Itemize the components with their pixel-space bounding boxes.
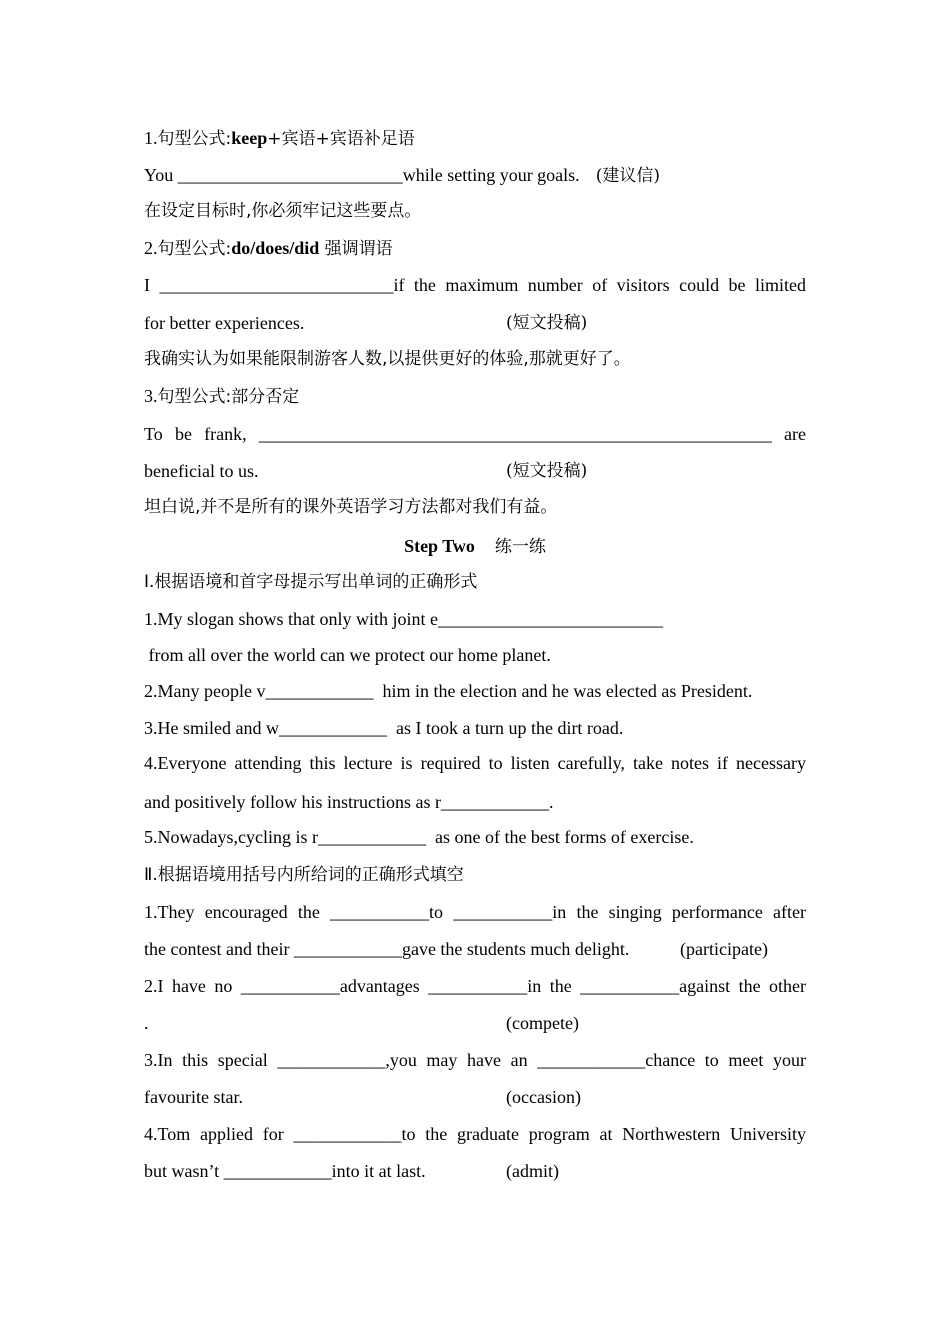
item1-sentence bbox=[144, 163, 806, 188]
section1-item: 4.Everyone attending this lecture is required to listen carefully, take notes if necessary bbox=[144, 753, 806, 773]
item3-source: (短文投稿) bbox=[506, 461, 588, 481]
item2-line2 bbox=[144, 311, 806, 335]
section1-item: 3.He smiled and w____________ as I took a turn up the dirt road. bbox=[144, 718, 624, 738]
item3-translation: 坦白说,并不是所有的课外英语学习方法都对我们有益。 bbox=[144, 497, 558, 517]
section2-q3-line2-text: favourite star. bbox=[144, 1087, 243, 1107]
item2-line2-text: for better experiences. bbox=[144, 313, 305, 333]
item2-heading bbox=[144, 236, 806, 261]
section1-item: from all over the world can we protect our home planet. bbox=[144, 645, 551, 665]
item3-heading-label: 句型公式:部分否定 bbox=[157, 387, 300, 407]
section1-heading: Ⅰ.根据语境和首字母提示写出单词的正确形式 bbox=[144, 572, 478, 592]
section2-q4-line1: 4.Tom applied for ____________to the graduate program at Northwestern University bbox=[144, 1124, 806, 1144]
step-two-title-cn: 练一练 bbox=[494, 537, 546, 557]
item1-blank[interactable]: _________________________ bbox=[177, 165, 403, 185]
step-two-title-en: Step Two bbox=[404, 536, 475, 556]
section2-q1-line2 bbox=[144, 937, 806, 961]
item3-heading bbox=[144, 384, 806, 409]
section1-item: 5.Nowadays,cycling is r____________ as one of the best forms of exercise. bbox=[144, 827, 694, 847]
item3-number: 3. bbox=[144, 386, 158, 406]
section2-q2-line1: 2.I have no ___________advantages ___________in the ___________against the other bbox=[144, 976, 806, 996]
item1-heading-label: 句型公式: bbox=[157, 129, 232, 149]
item2-heading-label: 句型公式: bbox=[157, 239, 232, 259]
item1-source: (建议信) bbox=[595, 166, 660, 186]
item2-translation: 我确实认为如果能限制游客人数,以提供更好的体验,那就更好了。 bbox=[144, 349, 631, 369]
item1-sentence-start: You bbox=[144, 165, 178, 185]
item2-source: (短文投稿) bbox=[506, 313, 588, 333]
section2-q4-line2-text: but wasn’t ____________into it at last. bbox=[144, 1161, 426, 1181]
section2-q1-line1: 1.They encouraged the ___________to ___________in the singing performance after bbox=[144, 902, 806, 922]
section2-q1-hint: (participate) bbox=[680, 939, 768, 959]
item2-line1: I __________________________if the maximum number of visitors could be limited bbox=[144, 275, 806, 295]
section2-q3-line1: 3.In this special ____________,you may have an ____________chance to meet your bbox=[144, 1050, 806, 1070]
item1-heading-keyword: keep bbox=[231, 128, 268, 148]
section2-heading: Ⅱ.根据语境用括号内所给词的正确形式填空 bbox=[144, 865, 464, 885]
item1-heading-rest: +宾语+宾语补足语 bbox=[267, 129, 415, 149]
item2-heading-keyword: do/does/did bbox=[231, 238, 320, 258]
item2-heading-rest: 强调谓语 bbox=[319, 239, 393, 259]
item1-heading bbox=[144, 126, 806, 151]
item1-translation: 在设定目标时,你必须牢记这些要点。 bbox=[144, 201, 422, 221]
section2-q1-line2-text: the contest and their ____________gave the students much delight. bbox=[144, 939, 630, 959]
item1-number: 1. bbox=[144, 128, 158, 148]
item3-line2 bbox=[144, 459, 806, 483]
section1-item: and positively follow his instructions as r____________. bbox=[144, 792, 554, 812]
section2-q3-line2 bbox=[144, 1085, 806, 1109]
section2-q2-hint: (compete) bbox=[506, 1013, 579, 1033]
item2-number: 2. bbox=[144, 238, 158, 258]
section2-q4-line2 bbox=[144, 1159, 806, 1183]
section1-item: 2.Many people v____________ him in the election and he was elected as President. bbox=[144, 681, 753, 701]
step-two-title bbox=[144, 534, 806, 559]
item1-sentence-end: while setting your goals. bbox=[402, 165, 580, 185]
section2-q2-line2 bbox=[144, 1011, 806, 1035]
section2-q4-hint: (admit) bbox=[506, 1161, 559, 1181]
section2-q2-line2-text: . bbox=[144, 1013, 149, 1033]
section1-item: 1.My slogan shows that only with joint e_________________________ bbox=[144, 609, 663, 629]
item3-line1: To be frank, _________________________________________________________ are bbox=[144, 424, 806, 444]
section2-q3-hint: (occasion) bbox=[506, 1087, 581, 1107]
item3-line2-text: beneficial to us. bbox=[144, 461, 259, 481]
